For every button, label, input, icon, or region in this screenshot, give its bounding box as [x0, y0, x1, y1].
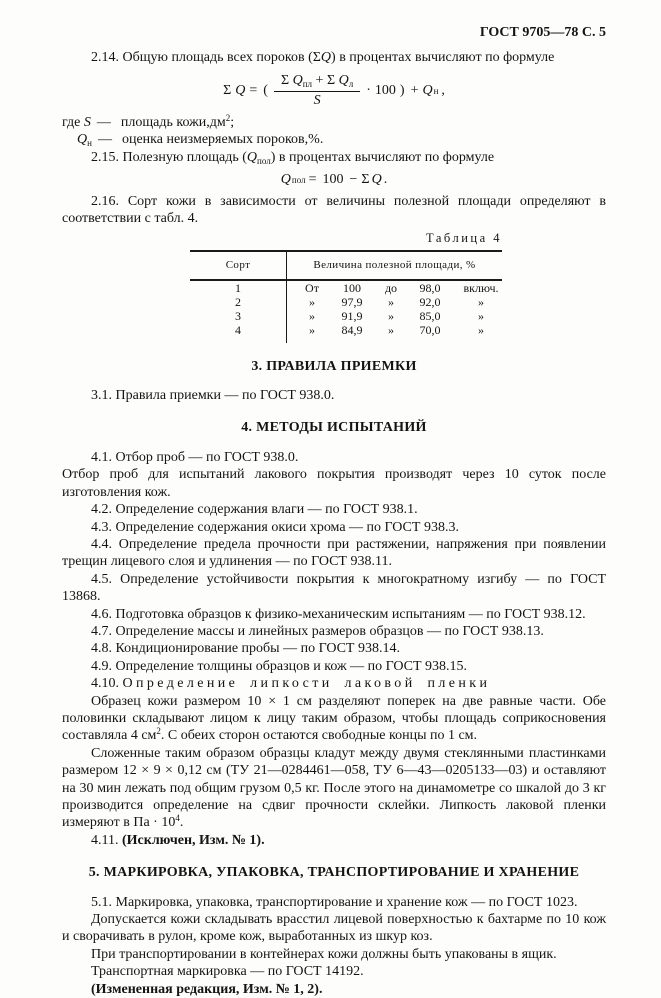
cell-area-range [287, 323, 509, 337]
fraction-numerator [274, 73, 360, 92]
section-4-title: 4. МЕТОДЫ ИСПЫТАНИЙ [241, 420, 427, 436]
where-s-text: площадь кожи,дм [120, 114, 226, 130]
semicolon: ; [230, 114, 235, 130]
clause-4-11 [62, 832, 606, 849]
sigma-symbol: Σ [280, 72, 290, 88]
range-incl-word: » [478, 322, 484, 337]
var-q: Q [235, 82, 246, 98]
cell-sort: 4 [190, 323, 287, 337]
range-incl-word: » [478, 308, 484, 323]
para-2-14 [62, 49, 606, 66]
clause-4-11-excluded-note: (Исключен, Изм. № 1). [121, 832, 265, 848]
table-row [190, 323, 502, 337]
range-incl-word: » [478, 294, 484, 309]
clause-4-9: 4.9. Определение толщины образцов и кож — по ГОСТ 938.15. [91, 658, 468, 674]
clause-4-2: 4.2. Определение содержания влаги — по ГОСТ 938.1. [91, 502, 418, 518]
table-4 [190, 250, 502, 342]
where-clause-qn [62, 131, 606, 148]
column-header-sort: Сорт [190, 252, 287, 278]
var-q: Q [320, 50, 332, 66]
dash: — [97, 132, 112, 148]
clause-4-5: 4.5. Определение устойчивости покрытия к многократному изгибу — по ГОСТ 13868. [62, 571, 606, 605]
where-clause-s [62, 114, 606, 131]
clause-5-1-para-3: При транспортировании в контейнерах кожи должны быть упакованы в ящик. [91, 946, 557, 962]
range-from-value: 91,9 [341, 308, 363, 323]
clause-4-1: 4.1. Отбор проб — по ГОСТ 938.0. [91, 449, 299, 465]
clause-4-10 [62, 675, 606, 692]
where-qn-text: оценка неизмеряемых пороков,%. [121, 132, 324, 148]
left-paren: ( [263, 82, 268, 98]
range-to-value: 92,0 [419, 294, 441, 309]
cell-sort: 1 [190, 281, 287, 295]
superscript-4: 4 [175, 813, 180, 824]
clause-4-8: 4.8. Кондиционирование пробы — по ГОСТ 938.14. [91, 641, 400, 657]
cell-sort: 3 [190, 309, 287, 323]
subscript-pol: пол [257, 155, 271, 166]
minus-sign: − [349, 172, 358, 188]
var-q-pol: Q [246, 149, 258, 165]
cell-area-range [287, 295, 509, 309]
var-s: S [83, 114, 91, 130]
plus-sign: + [315, 72, 324, 88]
var-q-n: Q [422, 82, 433, 98]
para-2-15 [62, 149, 606, 166]
para-2-16: 2.16. Сорт кожи в зависимости от величины полезной площади определяют в соответствии с табл. 4. [62, 194, 606, 227]
range-from-word: » [309, 294, 315, 309]
cell-area-range [287, 309, 509, 323]
var-q: Q [371, 172, 382, 188]
range-from-value: 84,9 [341, 322, 363, 337]
sigma-symbol: Σ [326, 72, 336, 88]
where-lead: где [62, 114, 81, 130]
clause-4-10-para-2 [62, 745, 606, 832]
subscript-n: н [87, 138, 92, 149]
fraction [274, 73, 360, 109]
para-2-15-tail: ) в процентах вычисляют по формуле [270, 149, 495, 165]
right-paren: ) [399, 82, 405, 98]
para-2-14-tail: ) в процентах вычисляют по формуле [331, 50, 555, 66]
range-from-value: 97,9 [341, 294, 363, 309]
range-to-word: » [388, 322, 394, 337]
var-q-pl: Q [292, 72, 303, 88]
cell-area-range [287, 281, 509, 295]
formula-total-defects: Σ Q = ( $\frac{\Sigma Q_{пл} + \Sigma Q_л}{S}$ · 100 ) + Q н , [223, 72, 445, 108]
clause-3-1: 3.1. Правила приемки — по ГОСТ 938.0. [91, 388, 335, 404]
var-s: S [313, 92, 321, 108]
clause-4-10-para-2-tail: . [179, 815, 184, 831]
equals-sign: = [308, 172, 317, 188]
sigma-symbol: Σ [223, 82, 232, 98]
fraction-denominator [274, 92, 360, 109]
clause-4-11-number: 4.11. [91, 832, 119, 848]
clause-4-10-para-1-text: Образец кожи размером 10 × 1 см разделяют поперек на две равные части. Обе половинки складывают лицом к лицу таким образом, чтобы площадь соприкосновения составляла 4 см [62, 693, 606, 744]
range-to-value: 70,0 [419, 322, 441, 337]
subscript-pl: пл [302, 78, 313, 89]
value-100: 100 [322, 172, 344, 188]
table-row [190, 281, 502, 295]
clause-5-1: 5.1. Маркировка, упаковка, транспортирование и хранение кож — по ГОСТ 1023. [91, 894, 578, 910]
superscript-2: 2 [225, 112, 231, 123]
range-to-word: » [388, 294, 394, 309]
range-from-word: От [305, 280, 319, 295]
clause-4-10-title: Определение липкости лаковой пленки [122, 676, 491, 692]
table-divider-stub [190, 337, 502, 343]
var-q-l: Q [338, 72, 349, 88]
table-4-caption: Таблица 4 [426, 230, 502, 245]
clause-4-7: 4.7. Определение массы и линейных размеров образцов — по ГОСТ 938.13. [91, 623, 544, 639]
table-4-block [190, 230, 502, 343]
column-header-area: Величина полезной площади, % [313, 259, 476, 272]
section-5-title: 5. МАРКИРОВКА, УПАКОВКА, ТРАНСПОРТИРОВАНИЕ И ХРАНЕНИЕ [88, 865, 580, 881]
table-4-header-row [190, 252, 502, 280]
value-100: 100 [374, 82, 396, 98]
superscript-2: 2 [156, 726, 161, 737]
range-to-word: до [384, 280, 398, 295]
table-row [190, 309, 502, 323]
clause-4-10-para-1-tail: . С обеих сторон остаются свободные концы по 1 см. [160, 728, 478, 744]
cell-sort: 2 [190, 295, 287, 309]
var-q-n: Q [77, 132, 88, 148]
dot-operator: · [366, 82, 371, 98]
clause-4-10-number: 4.10. [91, 676, 119, 692]
range-from-word: » [309, 322, 315, 337]
amendment-note: (Измененная редакция, Изм. № 1, 2). [91, 981, 323, 997]
var-q-pol: Q [280, 172, 291, 188]
clause-4-10-para-2-text: Сложенные таким образом образцы кладут между двумя стеклянными пластинками размером 12 × 9 × 0,12 см (ТУ 21—0284461—058, ТУ 6—43—0205133—03) и оставляют на 30 мин лежать под общим грузом 0,5 кг. После этого на динамометре со шкалой до 3 кг производится определение на сдвиг прочности склейки. Липкость лаковой пленки измеряют в Па · 10 [62, 745, 606, 831]
para-2-15-text: 2.15. Полезную площадь ( [91, 149, 247, 165]
period: . [383, 172, 388, 188]
clause-5-1-para-2: Допускается кожи складывать врасстил лицевой поверхностью к бахтарме по 10 кож и сворачивать в рулон, кроме кож, выработанных из шкур коз. [62, 912, 606, 945]
range-from-value: 100 [343, 280, 361, 295]
clause-5-1-para-4: Транспортная маркировка — по ГОСТ 14192. [91, 964, 364, 980]
range-incl-word: включ. [463, 280, 499, 295]
clause-4-4: 4.4. Определение предела прочности при растяжении, напряжения при появлении трещин лицевого слоя и удлинения — по ГОСТ 938.11. [62, 536, 606, 570]
clause-4-1-note: Отбор проб для испытаний лакового покрытия производят через 10 суток после изготовления кож. [62, 467, 606, 500]
subscript-l: л [348, 78, 354, 89]
plus-sign: + [410, 82, 419, 98]
range-from-word: » [309, 308, 315, 323]
clause-4-10-para-1 [62, 693, 606, 745]
section-3-title: 3. ПРАВИЛА ПРИЕМКИ [251, 358, 417, 374]
equals-sign: = [249, 82, 258, 98]
clause-4-3: 4.3. Определение содержания окиси хрома — по ГОСТ 938.3. [91, 519, 459, 535]
range-to-value: 85,0 [419, 308, 441, 323]
range-to-word: » [388, 308, 394, 323]
sigma-symbol: Σ [361, 172, 370, 188]
page-header: ГОСТ 9705—78 С. 5 [479, 25, 606, 40]
formula-useful-area: Q пол = 100 − Σ Q . [280, 172, 388, 188]
clause-4-6: 4.6. Подготовка образцов к физико-механическим испытаниям — по ГОСТ 938.12. [91, 606, 586, 622]
comma: , [441, 82, 445, 98]
para-2-14-text: 2.14. Общую площадь всех пороков (Σ [91, 50, 321, 66]
table-row [190, 295, 502, 309]
dash: — [96, 114, 111, 130]
range-to-value: 98,0 [419, 280, 441, 295]
